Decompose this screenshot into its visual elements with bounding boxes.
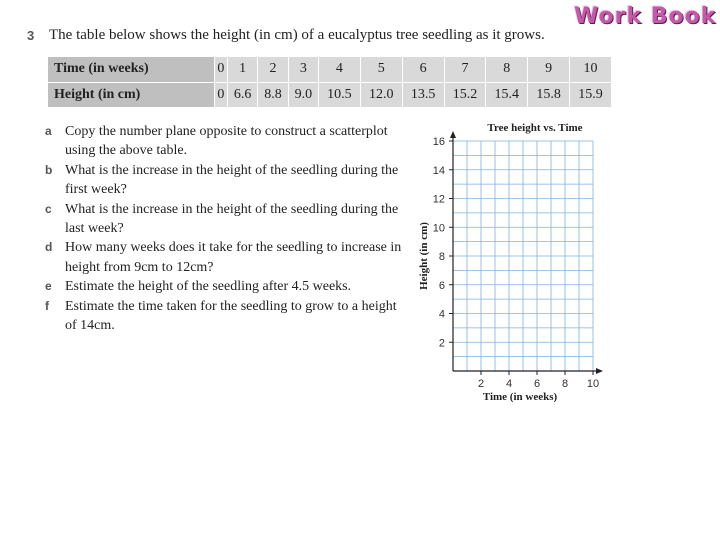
chart-grid	[453, 141, 593, 371]
height-cell: 15.9	[570, 82, 612, 108]
height-cell: 10.5	[319, 82, 361, 108]
question-intro: The table below shows the height (in cm) of a eucalyptus tree seedling as it grows.	[49, 27, 545, 43]
x-axis-arrow	[596, 368, 603, 374]
chart-title: Tree height vs. Time	[487, 122, 583, 134]
part-label: e	[45, 279, 52, 294]
y-tick-label: 10	[432, 222, 445, 235]
part-text: What is the increase in the height of the seedling during the first week?	[65, 162, 399, 198]
height-cell: 9.0	[288, 82, 318, 108]
height-cell: 15.8	[528, 82, 570, 108]
y-tick-label: 2	[438, 337, 445, 350]
part-a	[45, 122, 405, 161]
y-tick-label: 6	[438, 279, 445, 292]
row-header-height: Height (in cm)	[48, 82, 215, 108]
time-cell: 5	[360, 57, 402, 83]
time-cell: 9	[528, 57, 570, 83]
row-header-time: Time (in weeks)	[48, 57, 215, 83]
y-tick-label: 4	[438, 308, 445, 321]
scatterplot-chart	[405, 115, 615, 410]
x-tick-label: 8	[561, 378, 569, 390]
question-number: 3	[27, 28, 35, 43]
height-cell: 15.4	[486, 82, 528, 108]
part-label: f	[45, 298, 49, 313]
part-text: Copy the number plane opposite to construct a scatterplot using the above table.	[65, 124, 388, 159]
height-cell: 8.8	[258, 82, 288, 108]
data-table	[47, 56, 612, 108]
time-cell: 7	[444, 57, 486, 83]
part-label: a	[45, 124, 52, 138]
time-cell: 1	[227, 57, 257, 83]
time-cell: 8	[486, 57, 528, 83]
height-cell: 6.6	[227, 82, 257, 108]
height-cell: 12.0	[360, 82, 402, 108]
height-cell: 15.2	[444, 82, 486, 108]
chart-ticks	[433, 136, 599, 390]
y-tick-label: 14	[432, 164, 445, 177]
time-cell: 10	[570, 57, 612, 83]
time-cell: 0	[214, 57, 227, 83]
part-label: b	[45, 162, 53, 177]
chart-x-axis-label: Time (in weeks)	[482, 391, 558, 403]
question-parts	[45, 122, 405, 335]
workbook-logo: Work Book	[574, 4, 717, 29]
part-d	[45, 238, 405, 277]
time-cell: 4	[319, 57, 361, 83]
part-b	[45, 161, 405, 200]
y-tick-label: 16	[432, 136, 445, 148]
height-cell: 13.5	[402, 82, 444, 108]
time-cell: 2	[258, 57, 288, 83]
x-tick-label: 2	[477, 378, 485, 390]
part-text: How many weeks does it take for the seedling to increase in height from 9cm to 12cm?	[65, 240, 402, 275]
time-cell: 6	[402, 57, 444, 83]
height-row	[48, 82, 612, 108]
y-tick-label: 8	[438, 251, 445, 263]
chart-y-axis-label: Height (in cm)	[418, 222, 430, 290]
height-cell: 0	[214, 82, 227, 108]
part-label: c	[45, 201, 52, 216]
y-tick-label: 12	[432, 193, 445, 206]
part-f	[45, 297, 405, 336]
chart-axes	[450, 131, 603, 374]
part-text: Estimate the time taken for the seedling to grow to a height of 14cm.	[65, 298, 397, 334]
part-c	[45, 200, 405, 239]
part-e	[45, 277, 405, 296]
time-cell: 3	[288, 57, 318, 83]
y-axis-arrow	[450, 131, 456, 138]
x-tick-label: 6	[533, 378, 541, 390]
x-tick-label: 4	[505, 378, 513, 390]
x-tick-label: 10	[586, 378, 600, 390]
time-row	[48, 57, 612, 83]
part-text: What is the increase in the height of the seedling during the last week?	[65, 201, 399, 237]
part-text: Estimate the height of the seedling after 4.5 weeks.	[65, 279, 352, 295]
part-label: d	[45, 240, 53, 255]
